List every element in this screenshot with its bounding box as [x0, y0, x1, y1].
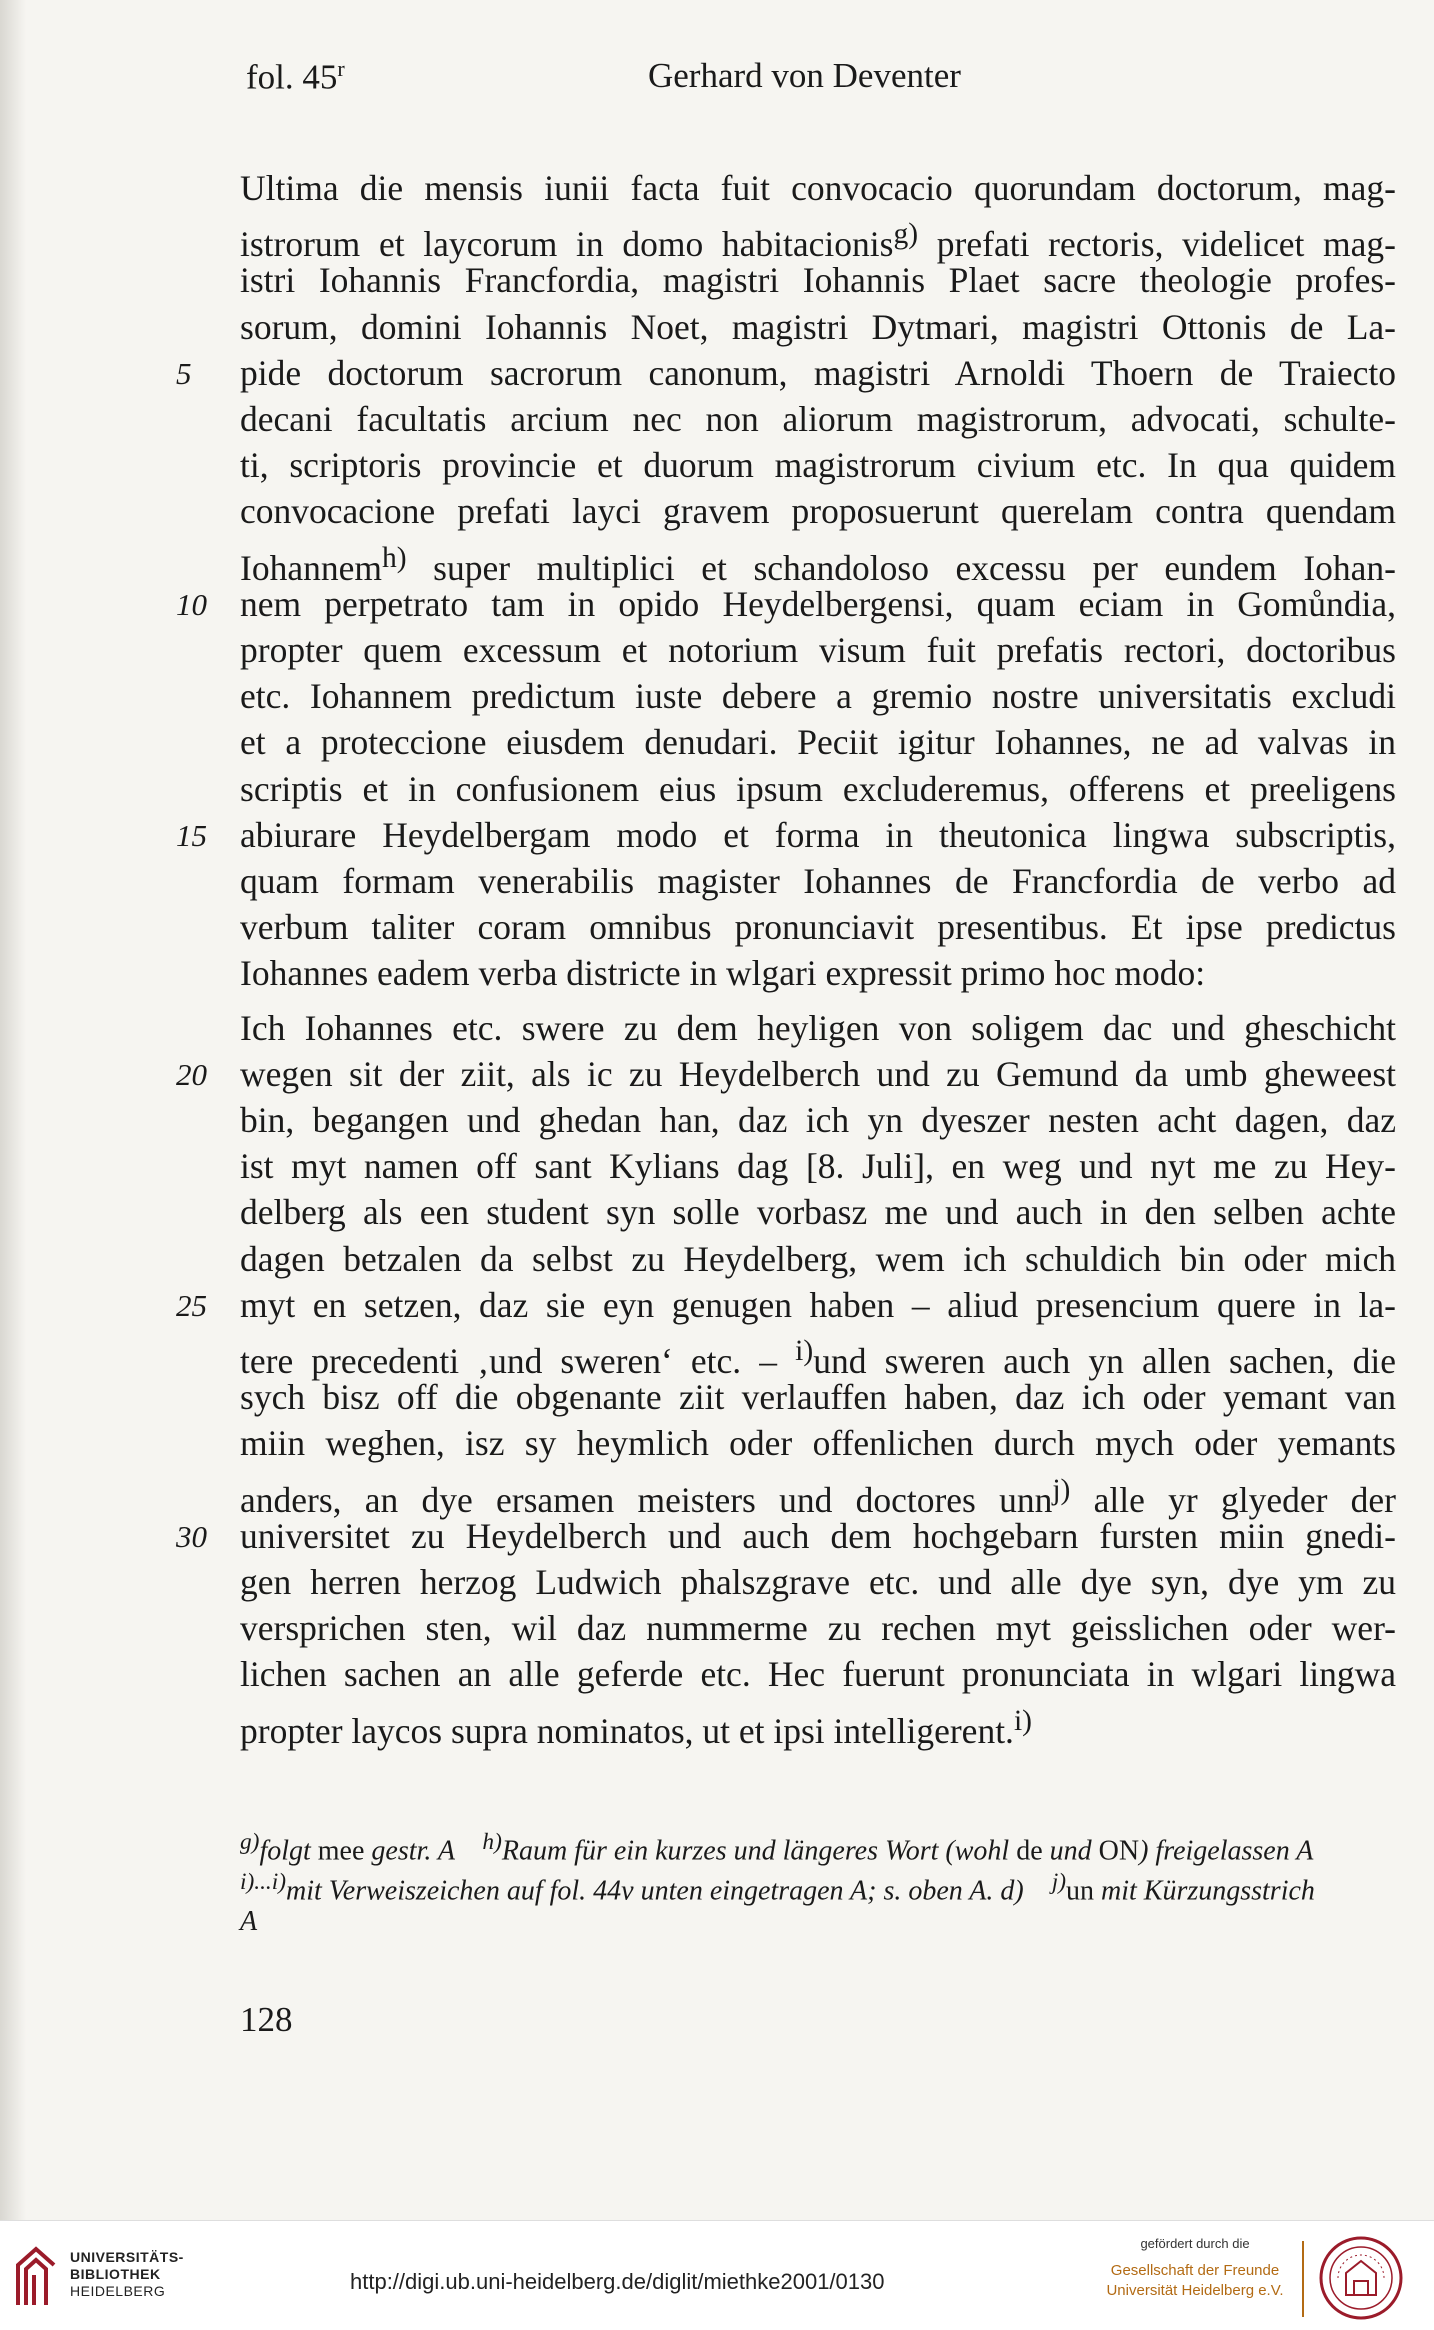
- text-line: ti, scriptoris provincie et duorum magistrorum civium etc. In qua quidem: [240, 445, 1396, 486]
- text-line: abiurare Heydelbergam modo et forma in theutonica lingwa subscriptis,: [240, 814, 1396, 855]
- text-line: propter quem excessum et notorium visum fuit prefatis rectori, doctoribus: [240, 630, 1396, 670]
- text-line: etc. Iohannem predictum iuste debere a gremio nostre universitatis excludi: [240, 676, 1396, 717]
- footnote-line: $^{i)...i)}$mit Verweiszeichen auf fol. 44v unten eingetragen A; s. oben A. d) $^{j)}$un mit Kürzungsstrich: [240, 1869, 1315, 1907]
- sponsor-name-line1: Gesellschaft der Freunde: [1110, 2262, 1280, 2279]
- text-line: quam formam venerabilis magister Iohannes de Francfordia de verbo ad: [240, 861, 1396, 901]
- text-line: Ultima die mensis iunii facta fuit convocacio quorundam doctorum, mag-: [240, 168, 1396, 208]
- library-name: UNIVERSITÄTS- BIBLIOTHEK HEIDELBERG: [70, 2249, 184, 2299]
- footnote-line: $^{g)}$folgt mee gestr. A $^{h)}$Raum für ein kurzes und längeres Wort (wohl de und ON) freigelassen A: [240, 1829, 1314, 1867]
- text-line: myt en setzen, daz sie eyn genugen haben – aliud presencium quere in la-: [240, 1284, 1396, 1325]
- text-line: decani facultatis arcium nec non aliorum magistrorum, advocati, schulte-: [240, 399, 1396, 439]
- text-line: istrorum et laycorum in domo habitacionis$^{g)}$ prefati rectoris, videlicet mag-: [240, 218, 1396, 265]
- text-line: convocacione prefati layci gravem proposuerunt querelam contra quendam: [240, 491, 1396, 532]
- page-header: [0, 56, 1434, 104]
- library-logo-icon: [14, 2243, 58, 2309]
- line-number: 30: [176, 1518, 207, 1554]
- sponsor-prefix: gefördert durch die: [1140, 2236, 1250, 2251]
- viewer-footer: [0, 2220, 1434, 2330]
- running-head: Gerhard von Deventer: [648, 56, 961, 95]
- sponsor-name-line2: Universität Heidelberg e.V.: [1106, 2282, 1284, 2299]
- text-line: et a proteccione eiusdem denudari. Peciit igitur Iohannes, ne ad valvas in: [240, 722, 1396, 763]
- footnote-line: A: [240, 1906, 258, 1937]
- text-line: delberg als een student syn solle vorbasz me und auch in den selben achte: [240, 1192, 1396, 1233]
- text-line: istri Iohannis Francfordia, magistri Iohannis Plaet sacre theologie profes-: [240, 260, 1396, 301]
- text-line: propter laycos supra nominatos, ut et ipsi intelligerent.$^{i)}$: [240, 1704, 1033, 1751]
- page-gutter-shadow: [0, 0, 26, 2220]
- text-line: dagen betzalen da selbst zu Heydelberg, wem ich schuldich bin oder mich: [240, 1238, 1396, 1279]
- text-line: Ich Iohannes etc. swere zu dem heyligen von soligem dac und gheschicht: [240, 1007, 1396, 1048]
- sponsor-block: [1090, 2235, 1300, 2301]
- text-line: pide doctorum sacrorum canonum, magistri Arnoldi Thoern de Traiecto: [240, 352, 1396, 393]
- text-line: nem perpetrato tam in opido Heydelbergensi, quam eciam in Gomůndia,: [240, 583, 1396, 624]
- text-line: miin weghen, isz sy heymlich oder offenlichen durch mych oder yemants: [240, 1423, 1396, 1464]
- text-line: sorum, domini Iohannis Noet, magistri Dytmari, magistri Ottonis de La-: [240, 306, 1396, 347]
- line-number: 10: [176, 586, 207, 622]
- line-number: 5: [176, 355, 192, 391]
- page-number: 128: [240, 2000, 293, 2039]
- text-line: anders, an dye ersamen meisters und doctores unn$^{j)}$ alle yr glyeder der: [240, 1473, 1396, 1520]
- text-line: Iohannes eadem verba districte in wlgari expressit primo hoc modo:: [240, 953, 1206, 994]
- line-number: 20: [176, 1056, 207, 1092]
- permalink-url[interactable]: http://digi.ub.uni-heidelberg.de/diglit/miethke2001/0130: [350, 2269, 885, 2294]
- text-line: wegen sit der ziit, als ic zu Heydelberch und zu Gemund da umb gheweest: [240, 1053, 1396, 1094]
- text-line: gen herren herzog Ludwich phalszgrave etc. und alle dye syn, dye ym zu: [240, 1562, 1396, 1602]
- university-seal-icon: [1318, 2235, 1404, 2321]
- sponsor-divider: [1302, 2241, 1304, 2317]
- text-line: Iohannem$^{h)}$ super multiplici et schandoloso excessu per eundem Iohan-: [240, 541, 1396, 588]
- text-line: versprichen sten, wil daz nummerme zu rechen myt geisslichen oder wer-: [240, 1608, 1396, 1649]
- text-line: verbum taliter coram omnibus pronunciavit presentibus. Et ipse predictus: [240, 907, 1396, 948]
- text-line: ist myt namen off sant Kylians dag [8. Juli], en weg und nyt me zu Hey-: [240, 1146, 1396, 1187]
- line-number: 25: [176, 1287, 207, 1323]
- text-line: bin, begangen und ghedan han, daz ich yn dyeszer nesten acht dagen, daz: [240, 1100, 1396, 1140]
- text-line: tere precedenti ‚und sweren‘ etc. – $^{i)}$und sweren auch yn allen sachen, die: [240, 1335, 1396, 1381]
- text-line: universitet zu Heydelberch und auch dem hochgebarn fursten miin gnedi-: [240, 1515, 1396, 1556]
- line-number: 15: [176, 817, 207, 853]
- text-line: lichen sachen an alle geferde etc. Hec fuerunt pronunciata in wlgari lingwa: [240, 1654, 1396, 1695]
- text-line: sych bisz off die obgenante ziit verlauffen haben, daz ich oder yemant van: [240, 1377, 1396, 1418]
- text-line: scriptis et in confusionem eius ipsum excluderemus, offerens et preeligens: [240, 768, 1396, 809]
- folio-reference: fol. 45$^r$: [246, 56, 345, 97]
